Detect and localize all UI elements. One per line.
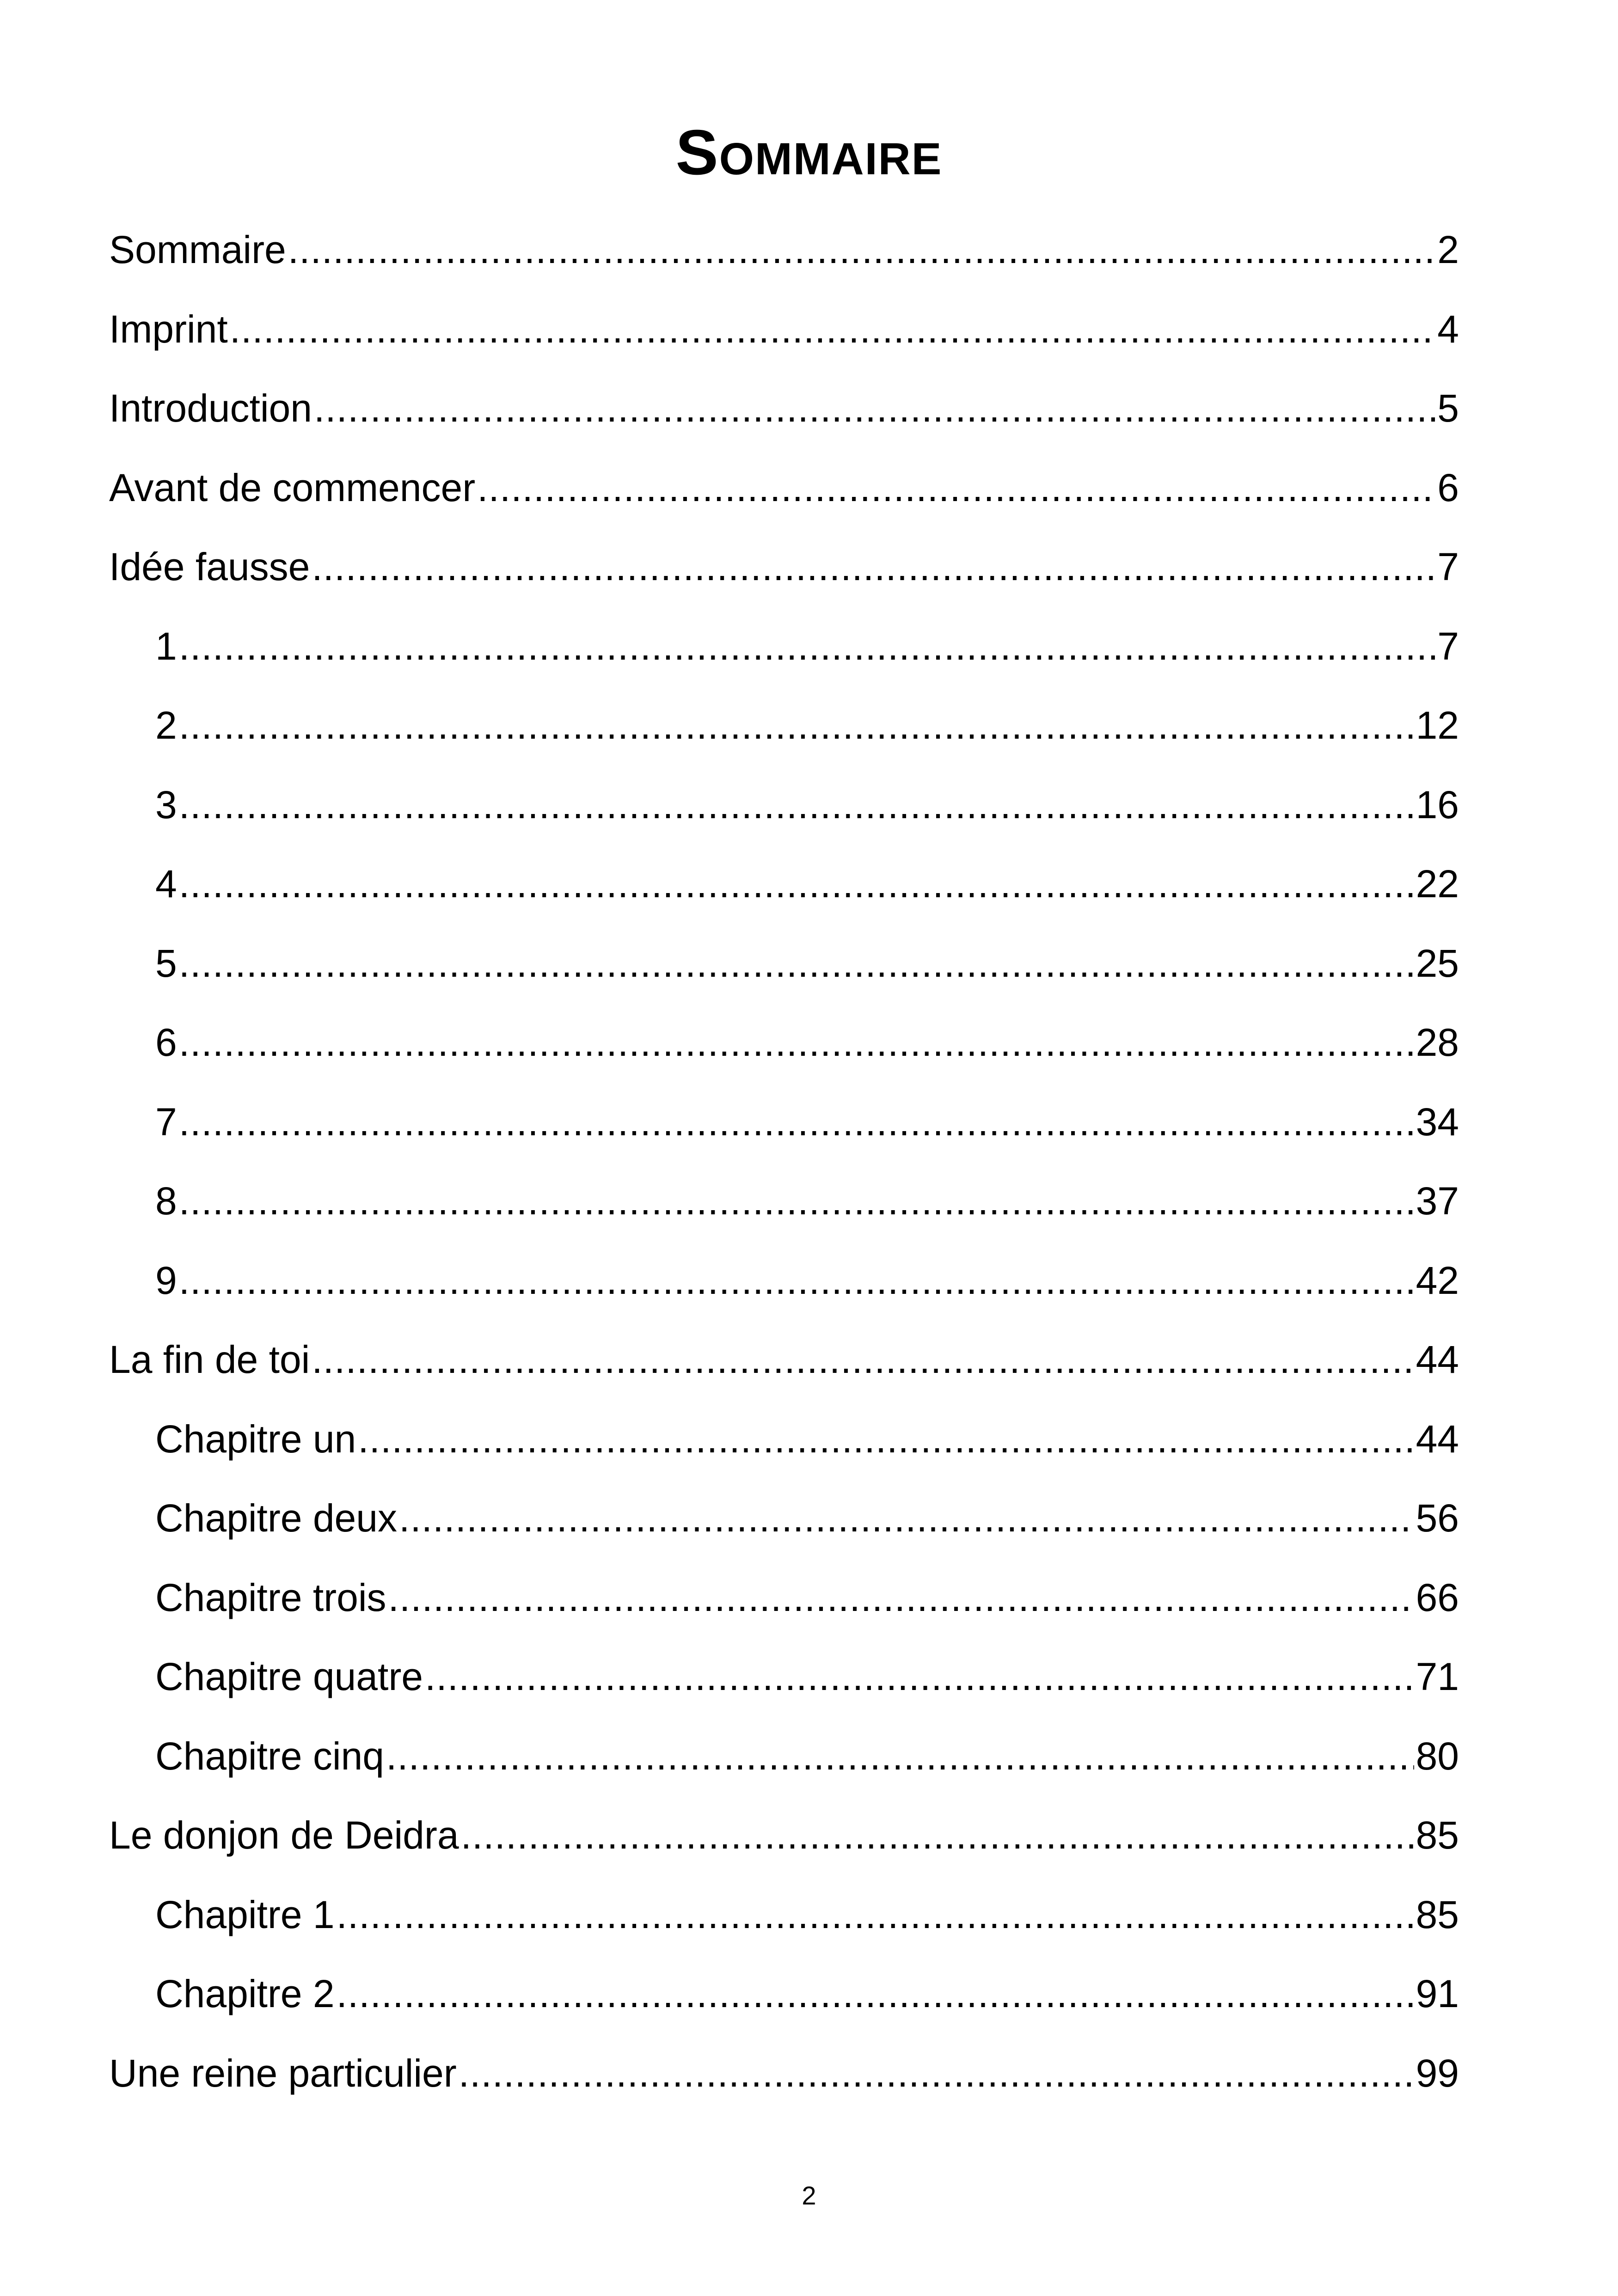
- toc-dot-leader: [179, 1241, 1414, 1321]
- toc-entry-label: Chapitre un: [155, 1417, 356, 1461]
- toc-entry[interactable]: [109, 2034, 1459, 2113]
- toc-entry-label: 1: [155, 624, 177, 668]
- toc-dot-leader: [179, 686, 1414, 765]
- toc-dot-leader: [314, 369, 1435, 448]
- toc-dot-leader: [179, 607, 1436, 686]
- toc-entry-label: 5: [155, 941, 177, 985]
- toc-entry[interactable]: [109, 924, 1459, 1004]
- toc-entry[interactable]: [109, 607, 1459, 686]
- toc-entry[interactable]: [109, 1162, 1459, 1241]
- toc-entry[interactable]: [109, 1637, 1459, 1717]
- toc-entry-page: 7: [1437, 545, 1459, 588]
- toc-dot-leader: [179, 765, 1414, 845]
- toc-entry-label: 2: [155, 704, 177, 747]
- toc-dot-leader: [179, 845, 1414, 924]
- toc-dot-leader: [461, 1796, 1414, 1875]
- toc-entry-label: Avant de commencer: [109, 465, 476, 509]
- toc-entry[interactable]: [109, 1400, 1459, 1479]
- toc-entry[interactable]: [109, 1558, 1459, 1638]
- toc-dot-leader: [312, 527, 1435, 607]
- toc-entry-label: 7: [155, 1100, 177, 1144]
- toc-entry-label: 4: [155, 862, 177, 906]
- toc-entry[interactable]: [109, 1954, 1459, 2034]
- toc-entry[interactable]: [109, 1796, 1459, 1875]
- toc-dot-leader: [337, 1875, 1414, 1955]
- toc-entry[interactable]: [109, 1003, 1459, 1083]
- toc-dot-leader: [179, 1083, 1414, 1162]
- toc-entry-page: 85: [1416, 1813, 1459, 1857]
- toc-entry-label: Chapitre quatre: [155, 1655, 423, 1698]
- toc-entry-label: Imprint: [109, 307, 228, 351]
- toc-entry-page: 22: [1416, 862, 1459, 906]
- toc-entry[interactable]: [109, 1479, 1459, 1558]
- toc-dot-leader: [477, 448, 1435, 528]
- toc-entry-page: 66: [1416, 1575, 1459, 1619]
- toc-entry-page: 37: [1416, 1179, 1459, 1223]
- toc-entry-label: Une reine particulier: [109, 2051, 457, 2095]
- toc-entry[interactable]: [109, 1320, 1459, 1400]
- toc-dot-leader: [425, 1637, 1414, 1717]
- toc-entry-label: 3: [155, 783, 177, 827]
- toc-dot-leader: [179, 1162, 1414, 1241]
- toc-entry[interactable]: [109, 845, 1459, 924]
- toc-entry-page: 85: [1416, 1892, 1459, 1936]
- toc-dot-leader: [399, 1479, 1414, 1558]
- toc-entry-page: 91: [1416, 1972, 1459, 2015]
- page-number: 2: [802, 2181, 816, 2210]
- toc-dot-leader: [179, 1003, 1414, 1083]
- toc-entry[interactable]: [109, 1241, 1459, 1321]
- toc-dot-leader: [358, 1400, 1414, 1479]
- toc-entry-page: 80: [1416, 1734, 1459, 1778]
- toc-entry[interactable]: [109, 686, 1459, 765]
- toc-entry-page: 44: [1416, 1338, 1459, 1381]
- toc-entry-page: 12: [1416, 704, 1459, 747]
- toc-entry-page: 25: [1416, 941, 1459, 985]
- toc-dot-leader: [386, 1717, 1414, 1796]
- toc-entry-page: 4: [1437, 307, 1459, 351]
- toc-entry-page: 99: [1416, 2051, 1459, 2095]
- toc-entry-page: 5: [1437, 386, 1459, 430]
- toc-entry-label: Chapitre 1: [155, 1892, 335, 1936]
- toc-entry-label: Chapitre cinq: [155, 1734, 384, 1778]
- toc-entry[interactable]: [109, 1083, 1459, 1162]
- toc-dot-leader: [288, 210, 1436, 290]
- toc-entry[interactable]: [109, 765, 1459, 845]
- toc-entry-page: 56: [1416, 1496, 1459, 1540]
- toc-entry-label: Chapitre deux: [155, 1496, 397, 1540]
- toc-entry-page: 6: [1437, 465, 1459, 509]
- toc-entry[interactable]: [109, 290, 1459, 369]
- toc-entry[interactable]: [109, 448, 1459, 528]
- toc-entry-page: 34: [1416, 1100, 1459, 1144]
- toc-entry-page: 16: [1416, 783, 1459, 827]
- toc-entry-label: Le donjon de Deidra: [109, 1813, 459, 1857]
- toc-entry[interactable]: [109, 210, 1459, 290]
- toc-dot-leader: [312, 1320, 1414, 1400]
- toc-dot-leader: [230, 290, 1436, 369]
- page-title: Sommaire: [675, 117, 943, 188]
- toc-dot-leader: [388, 1558, 1414, 1638]
- toc-entry-label: 6: [155, 1021, 177, 1064]
- toc-entry-label: 9: [155, 1258, 177, 1302]
- toc-entry-page: 71: [1416, 1655, 1459, 1698]
- toc-entry-label: 8: [155, 1179, 177, 1223]
- toc-entry-label: Idée fausse: [109, 545, 310, 588]
- toc-dot-leader: [337, 1954, 1414, 2034]
- toc-dot-leader: [459, 2034, 1414, 2113]
- toc-entry-page: 28: [1416, 1021, 1459, 1064]
- toc-entry-label: Chapitre trois: [155, 1575, 386, 1619]
- table-of-contents: [109, 210, 1459, 2113]
- toc-entry-label: La fin de toi: [109, 1338, 310, 1381]
- toc-entry-page: 44: [1416, 1417, 1459, 1461]
- toc-dot-leader: [179, 924, 1414, 1004]
- toc-entry-label: Sommaire: [109, 228, 286, 271]
- toc-entry[interactable]: [109, 369, 1459, 448]
- toc-entry[interactable]: [109, 527, 1459, 607]
- toc-entry-page: 7: [1437, 624, 1459, 668]
- toc-entry[interactable]: [109, 1875, 1459, 1955]
- toc-entry-label: Introduction: [109, 386, 312, 430]
- toc-entry-page: 2: [1437, 228, 1459, 271]
- toc-entry[interactable]: [109, 1717, 1459, 1796]
- toc-entry-page: 42: [1416, 1258, 1459, 1302]
- toc-entry-label: Chapitre 2: [155, 1972, 335, 2015]
